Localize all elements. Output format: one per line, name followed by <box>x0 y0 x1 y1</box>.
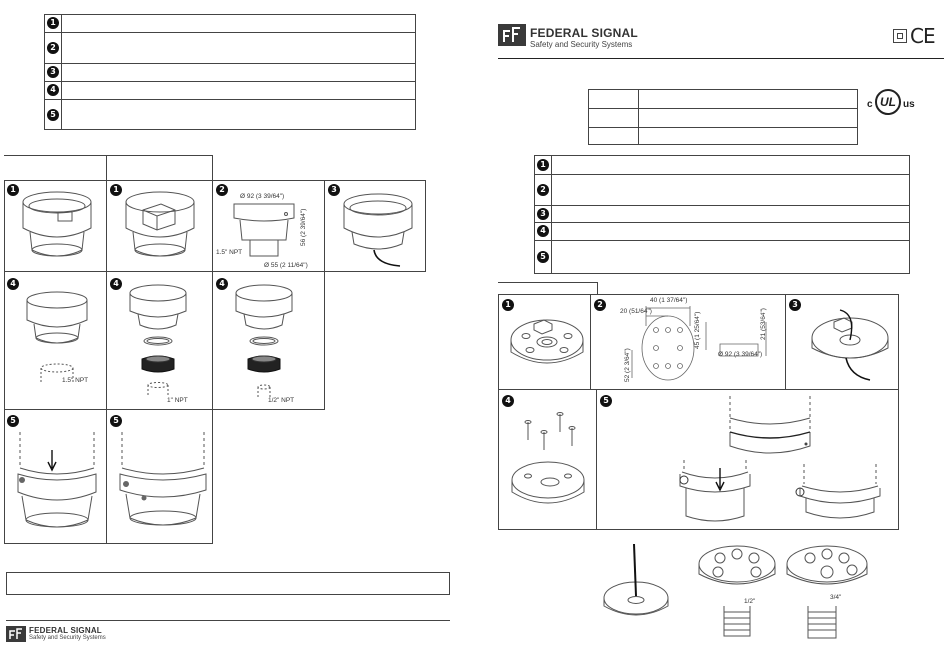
federal-signal-logo-icon <box>6 626 26 642</box>
dim-spacing-2: 20 (51/64") <box>620 308 652 315</box>
conduit-three-quarter-drawing <box>782 540 872 644</box>
left-table-step-2: 2 <box>47 42 59 54</box>
ul-prefix: c <box>867 99 873 110</box>
right-table-step-2: 2 <box>537 184 549 196</box>
base-with-cable-drawing <box>340 190 416 268</box>
left-grid-divider <box>106 271 107 410</box>
left-grid-divider <box>106 409 107 544</box>
dim-diameter-bottom: Ø 55 (2 11/64") <box>264 262 308 269</box>
federal-signal-header-logo-icon <box>498 24 526 46</box>
left-fig-step-2: 2 <box>216 184 228 196</box>
dim-spacing-1: 40 (1 37/64") <box>650 297 688 304</box>
left-table-step-4: 4 <box>47 84 59 96</box>
npt-label-b: 1" NPT <box>167 397 188 404</box>
dim-side-diameter: Ø 92 (3 39/64") <box>718 351 763 358</box>
ul-suffix: us <box>903 99 915 110</box>
left-footer-rule <box>6 620 450 621</box>
conduit-half-inch-drawing <box>694 540 780 644</box>
right-step-table <box>534 155 910 274</box>
base-npt-c-drawing <box>232 283 296 401</box>
dome-attached-drawing <box>118 428 208 538</box>
left-fig-step-5b: 5 <box>110 415 122 427</box>
left-step-table-rule <box>44 32 416 33</box>
base-housing-drawing <box>20 188 94 268</box>
right-table-step-3: 3 <box>537 208 549 220</box>
left-step-table-rule <box>44 99 416 100</box>
left-fig-step-4c: 4 <box>216 278 228 290</box>
left-grid-header-rule <box>4 155 212 156</box>
dim-side-height: 21 (53/64") <box>760 308 767 340</box>
left-grid-divider <box>212 271 213 410</box>
spec-table-rule <box>588 108 858 109</box>
left-grid-divider <box>324 180 325 272</box>
base-npt-a-drawing <box>22 290 92 390</box>
dome-top-drawing <box>726 392 814 458</box>
right-step-table-rule <box>534 240 910 241</box>
left-fig-step-4b: 4 <box>110 278 122 290</box>
spec-table-divider <box>638 89 639 145</box>
conduit-label-half: 1/2" <box>744 598 756 605</box>
right-table-step-1: 1 <box>537 159 549 171</box>
left-note-box <box>6 572 450 595</box>
npt-label-c: 1/2" NPT <box>268 397 295 404</box>
right-fig-step-5: 5 <box>600 395 612 407</box>
left-brand-tagline: Safety and Security Systems <box>29 635 106 641</box>
left-fig-step-1a: 1 <box>7 184 19 196</box>
base-with-terminal-drawing <box>123 188 197 268</box>
left-fig-step-5a: 5 <box>7 415 19 427</box>
right-fig-step-4: 4 <box>502 395 514 407</box>
left-fig-step-4a: 4 <box>7 278 19 290</box>
right-table-step-4: 4 <box>537 225 549 237</box>
right-step-table-rule <box>534 174 910 175</box>
right-grid-divider <box>590 294 591 390</box>
spec-table-rule <box>588 127 858 128</box>
left-grid-header-divider <box>106 155 107 180</box>
left-table-step-5: 5 <box>47 109 59 121</box>
marking-square <box>893 29 907 43</box>
dim-thread: 1.5" NPT <box>216 249 243 256</box>
left-step-table-rule <box>44 63 416 64</box>
right-fig-step-1: 1 <box>502 299 514 311</box>
conduit-label-three-quarter: 3/4" <box>830 594 842 601</box>
base-screws-drawing <box>508 410 588 524</box>
ce-mark: CE <box>910 24 935 48</box>
right-step-table-rule <box>534 205 910 206</box>
ul-circle: UL <box>875 89 901 115</box>
left-fig-step-3: 3 <box>328 184 340 196</box>
dome-attached-right-drawing <box>790 462 886 526</box>
left-grid-divider <box>106 180 107 272</box>
right-grid-header-rule <box>498 282 598 283</box>
right-fig-step-3: 3 <box>789 299 801 311</box>
left-table-step-1: 1 <box>47 17 59 29</box>
dim-vertical-2: 52 (2 3/64") <box>624 348 631 382</box>
spec-table <box>588 89 858 145</box>
knockout-punch-drawing <box>600 540 672 626</box>
left-step-table-rule <box>44 81 416 82</box>
right-step-table-rule <box>534 222 910 223</box>
flat-base-drawing <box>508 310 586 380</box>
right-fig-step-2: 2 <box>594 299 606 311</box>
left-grid-header-edge <box>212 155 213 180</box>
right-grid-divider <box>785 294 786 390</box>
dim-vertical-1: 45 (1 25/64") <box>694 311 701 349</box>
dome-lower-drawing <box>674 458 756 526</box>
dim-height: 56 (2 39/64") <box>300 208 307 246</box>
left-footer-brand <box>29 626 106 641</box>
left-table-step-3: 3 <box>47 66 59 78</box>
flat-base-cable-drawing <box>800 304 894 384</box>
header-brand-name: FEDERAL SIGNAL <box>530 26 638 40</box>
npt-label-a: 1.5" NPT <box>62 377 89 384</box>
left-brand-name: FEDERAL SIGNAL <box>29 626 102 635</box>
left-grid-divider <box>212 180 213 272</box>
header-brand-tagline: Safety and Security Systems <box>530 40 633 49</box>
right-step-table-divider <box>551 155 552 274</box>
header-brand <box>530 26 638 49</box>
dome-install-drawing <box>16 428 98 538</box>
base-npt-b-drawing <box>126 283 190 401</box>
left-fig-step-1b: 1 <box>110 184 122 196</box>
ul-mark <box>867 89 921 119</box>
header-rule <box>498 58 944 59</box>
right-grid-divider <box>596 389 597 530</box>
dim-diameter-top: Ø 92 (3 39/64") <box>240 193 285 200</box>
right-table-step-5: 5 <box>537 251 549 263</box>
